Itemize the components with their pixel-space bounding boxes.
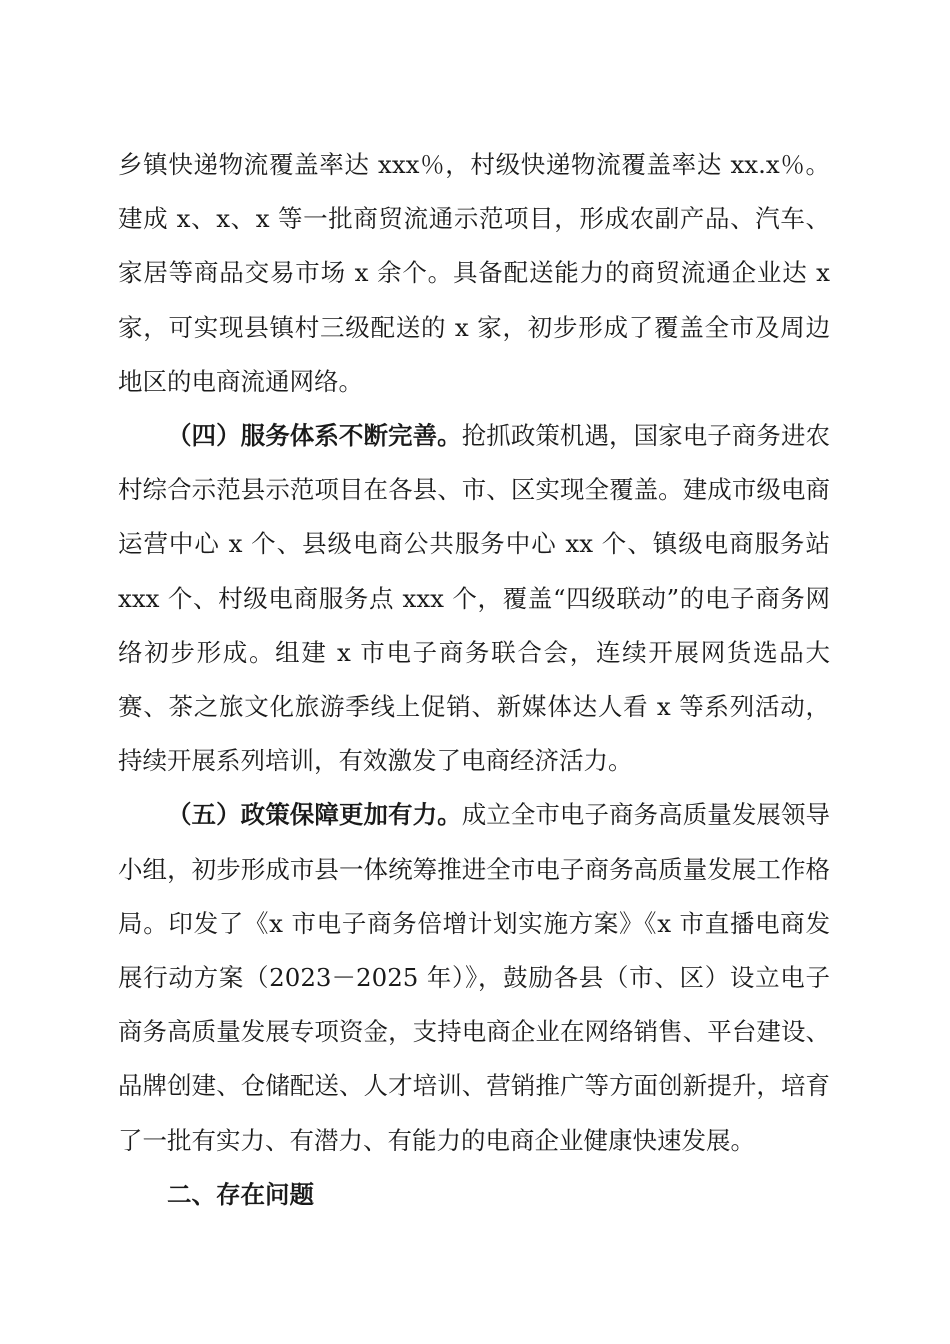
paragraph-service-system — [118, 409, 830, 788]
paragraph-policy-support — [118, 788, 830, 1167]
section-heading: 二、存在问题 — [167, 1179, 314, 1209]
paragraph-text: 抢抓政策机遇，国家电子商务进农村综合示范县示范项目在各县、市、区实现全覆盖。建成市级电商运营中心 x 个、县级电商公共服务中心 xx 个、镇级电商服务站 xxx 个、村级电商服务点 xxx 个，覆盖“四级联动”的电子商务网络初步形成。组建 x 市电子商务联合会，连续开展网货选品大赛、茶之旅文化旅游季线上促销、新媒体达人看 x 等系列活动，持续开展系列培训，有效激发了电商经济活力。 — [118, 421, 831, 776]
paragraph-lead-heading: （四）服务体系不断完善。 — [167, 421, 462, 451]
paragraph-logistics-coverage — [118, 138, 830, 409]
paragraph-text: 成立全市电子商务高质量发展领导小组，初步形成市县一体统筹推进全市电子商务高质量发展工作格局。印发了《x 市电子商务倍增计划实施方案》《x 市直播电商发展行动方案（2023－2025 年）》，鼓励各县（市、区）设立电子商务高质量发展专项资金，支持电商企业在网络销售、平台建设、品牌创建、仓储配送、人才培训、营销推广等方面创新提升，培育了一批有实力、有潜力、有能力的电商企业健康快速发展。 — [118, 800, 831, 1155]
document-body — [118, 138, 830, 1222]
paragraph-text: 乡镇快递物流覆盖率达 xxx％，村级快递物流覆盖率达 xx.x％。建成 x、x、x 等一批商贸流通示范项目，形成农副产品、汽车、家居等商品交易市场 x 余个。具备配送能力的商贸流通企业达 x 家，可实现县镇村三级配送的 x 家，初步形成了覆盖全市及周边地区的电商流通网络。 — [118, 150, 830, 396]
paragraph-lead-heading: （五）政策保障更加有力。 — [167, 800, 462, 830]
